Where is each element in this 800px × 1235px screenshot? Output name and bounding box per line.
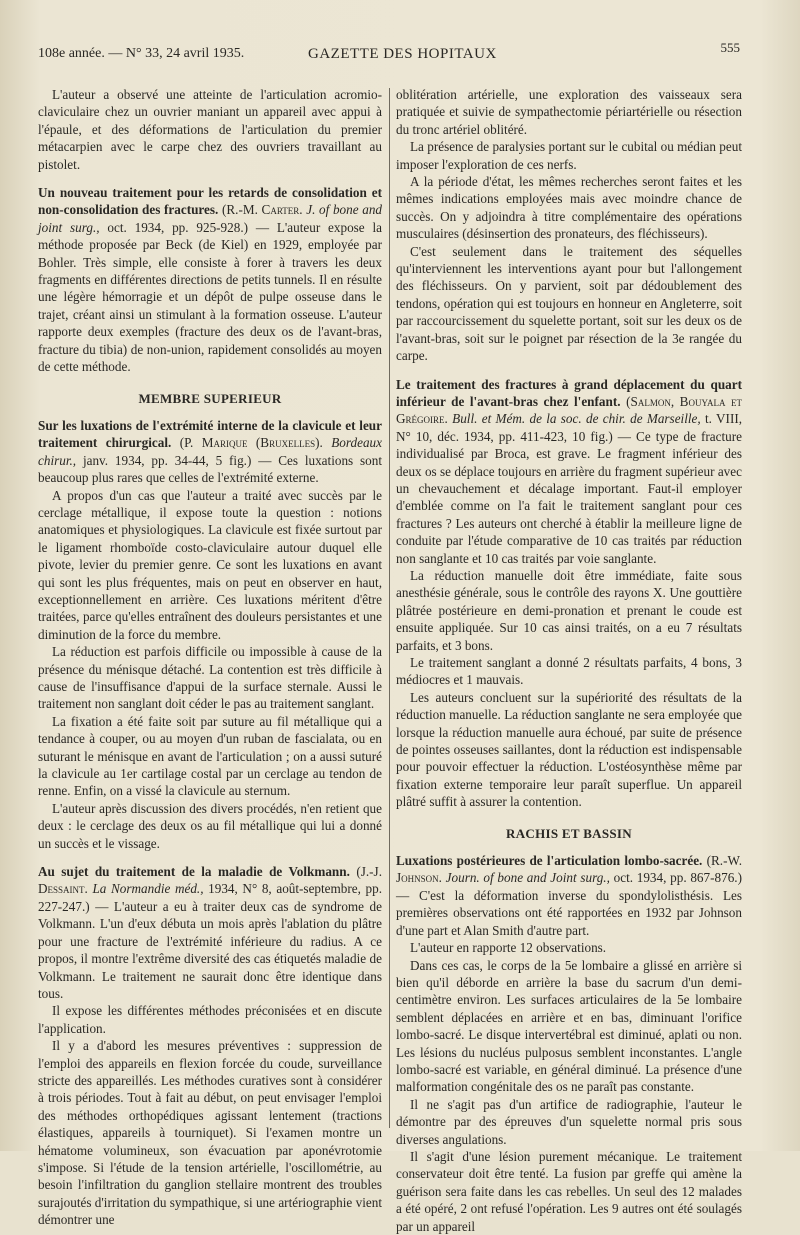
section-heading: RACHIS ET BASSIN (506, 825, 632, 841)
paragraph: Il s'agit d'une lésion purement mécanique. Le traitement conservateur doit être tenté. La fusion par greffe qui amène la guérison sera faite dans les cas rebelles. Un seul des 12 malades a été opéré, 2 ont refusé l'opération. Les 9 autres ont été soulagés par un appareil (396, 1148, 742, 1234)
paragraph: A propos d'un cas que l'auteur a traité avec succès par le cerclage métallique, il expose toute la question : notions anatomiques et physiologiques. La clavicule est fixée surtout par le ligament rhomboïde costo-claviculaire autour duquel elle pivote, levier du premier genre. Ce sont les luxations en avant qui sont les plus fréquentes, mais on peut en observer en haut, exceptionnellement en arrière. Ces luxations méritent d'être traitées, parce qu'elles entraînent des douleurs persistantes et une diminution de la force du membre. (38, 487, 382, 642)
paragraph: La réduction est parfois difficile ou impossible à cause de la présence du ménisque détaché. La contention est très difficile à cause de l'insuffisance d'appui de la surface sternale. Aussi le traitement non sanglant doit céder le pas au traitement sanglant. (38, 644, 382, 712)
article-dessaint (38, 863, 382, 1002)
paragraph: oblitération artérielle, une exploration des vaisseaux sera pratiquée et suivie de sympathectomie périartérielle ou résection du tronc artériel oblitéré. (396, 87, 742, 137)
article-author: (R.-W. Johnson. (396, 853, 742, 886)
paragraph: Il expose les différentes méthodes préconisées et en discute l'application. (38, 1003, 382, 1036)
article-salmon (396, 376, 742, 567)
paragraph: L'auteur a observé une atteinte de l'articulation acromio-claviculaire chez un ouvrier maniant un appareil avec appui à l'épaule, et des déformations de l'articulation du premier métacarpien avec le carpe chez des ouvriers travaillant au pistolet. (38, 87, 382, 172)
article-ref: oct. 1934, pp. 925-928.) (107, 219, 249, 235)
article-author: (R.-M. Carter. (221, 202, 303, 218)
article-ref: janv. 1934, pp. 34-44, 5 fig.) (82, 452, 252, 468)
article-title: Au sujet du traitement de la maladie de Volkmann. (38, 864, 350, 880)
article-marique (38, 417, 382, 487)
paragraph: L'auteur après discussion des divers procédés, n'en retient que deux : le cerclage des deux os au fil métallique qui lui a donné un succès et le vissage. (38, 800, 382, 851)
article-journal: Bull. et Mém. de la soc. de chir. de Marseille, (452, 411, 701, 427)
paragraph: A la période d'état, les mêmes recherches seront faites et les mêmes indications employées mais avec moindre chance de succès. On y adjoindra à titre complémentaire des opérations musculaires (désinsertion des pronateurs, des fléchisseurs). (396, 174, 742, 242)
left-column (38, 86, 382, 1229)
article-journal: Journ. of bone and Joint surg., (445, 870, 610, 886)
paragraph: Il y a d'abord les mesures préventives : suppression de l'emploi des appareils en flexion forcée du coude, surveillance stricte des appareillés. Les méthodes curatives sont à considérer à trois périodes. Tout à fait au début, on peut envisager l'emploi des méthodes orthopédiques agissant lentement (tractions élastiques, appareils à tourniquet). Si l'examen montre un hématome volumineux, son évacuation par aponévrotomie s'impose. Si l'étude de la tension artérielle, l'oscillométrie, au besoin l'infiltration du ganglion stellaire montrent des troubles surajoutés d'irritation du sympathique, si une artériographie vient démontrer une (38, 1038, 382, 1228)
paragraph: Le traitement sanglant a donné 2 résultats parfaits, 4 bons, 3 médiocres et 1 mauvais. (396, 655, 742, 688)
article-title: Sur les luxations de l'extrémité interne de la clavicule et leur traitement chirurgical. (38, 417, 382, 451)
article-journal: Bordeaux chirur., (38, 435, 382, 468)
article-ref: oct. 1934, pp. 867-876.) (613, 870, 742, 886)
paragraph: L'auteur en rapporte 12 observations. (410, 940, 607, 956)
article-author: (J.-J. Dessaint. (38, 864, 382, 897)
section-heading: MEMBRE SUPERIEUR (138, 390, 282, 406)
article-title: Le traitement des fractures à grand déplacement du quart inférieur de l'avant-bras chez l'enfant. (396, 376, 742, 409)
article-author: (P. Marique (Bruxelles). (179, 435, 323, 451)
paragraph: La présence de paralysies portant sur le cubital ou médian peut imposer l'exploration de ces nerfs. (396, 139, 742, 172)
article-ref: 1934, N° 8, août-septembre, pp. 227-247.) (38, 881, 383, 914)
article-journal: J. of bone and joint surg., (38, 202, 383, 235)
running-head (38, 40, 740, 66)
article-text: — Ce type de fracture individualisé par Broca, est grave. Le fragment inférieur des deux os se déplace toujours en arrière du fragment supérieur avec un chevauchement et décalage important. Faut-il employer d'emblée comme on l'a fait le traitement sanglant pour ces fractures ? Les auteurs ont cherché à établir la meilleure ligne de conduite par l'étude comparative de 10 cas traités par réduction non sanglante et 10 cas traités par voie sanglante. (396, 428, 743, 566)
issue-info: 108e année. — N° 33, 24 avril 1935. (38, 46, 245, 61)
article-text: — Ces luxations sont beaucoup plus rares que celles de l'extrémité externe. (38, 452, 382, 486)
article-journal: La Normandie méd., (92, 881, 204, 897)
article-johnson (396, 852, 742, 939)
journal-title: GAZETTE DES HOPITAUX (308, 46, 497, 62)
article-text: — L'auteur expose la méthode proposée par Beck (de Kiel) en 1929, employée par Bohler. Très simple, elle consiste à forer à travers les deux fragments en différentes directions de petits tunnels. Il en résulte une légère hémorragie et un dépôt de pulpe osseuse dans le trajet, créant ainsi un stimulant à la formation osseuse. L'auteur rapporte deux exemples (fracture des deux os de l'avant-bras, fracture du tibia) de non-union, rapidement consolidés au moyen de cette méthode. (38, 219, 382, 375)
paragraph: Dans ces cas, le corps de la 5e lombaire a glissé en arrière si bien qu'il déborde en arrière la base du sacrum d'un demi-centimètre environ. Les surfaces articulaires de la 5e lombaire semblent déplacées en arrière et en bas, diminuant l'orifice lombo-sacré. Le disque intervertébral est diminué, aplati ou non. Les lésions du nucléus pulposus semblent inconstantes. L'angle lombo-sacré est variable, en général diminué. La présence d'une malformation congénitale des os ne paraît pas constante. (396, 957, 742, 1095)
article-text: — C'est la déformation inverse du spondylolisthésis. Les premières observations ont été rapportées en 1932 par Johnson d'une part et Alan Smith d'autre part. (396, 887, 742, 938)
right-column (396, 86, 742, 1235)
column-rule (389, 88, 390, 1128)
article-text: — L'auteur a eu à traiter deux cas de syndrome de Volkmann. L'un d'eux débuta un mois après l'ablation du plâtre pour une fracture de l'extrémité inférieure du radius. A ce propos, il montre l'extrême diversité des cas étiquetés maladie de Volkmann. Le traitement ne saurait donc être identique dans tous. (38, 898, 382, 1001)
paragraph: La réduction manuelle doit être immédiate, faite sous anesthésie générale, sous le contrôle des rayons X. Une gouttière plâtrée postérieure en demi-pronation et prenant le coude est ensuite appliquée. Sur 10 cas ainsi traités, on a eu 7 résultats parfaits, et 3 bons. (396, 567, 742, 653)
paragraph: La fixation a été faite soit par suture au fil métallique qui a tendance à couper, ou au moyen d'un ruban de fascialata, ou en suturant le ménisque en avant de l'articulation ; on a aussi suturé la clavicule au 1er cartilage costal par un cerclage au tendon de renne. Enfin, on a vissé la clavicule au sternum. (38, 713, 382, 799)
article-title: Luxations postérieures de l'articulation lombo-sacrée. (396, 853, 703, 869)
article-title: Un nouveau traitement pour les retards de consolidation et non-consolidation des fractures. (38, 185, 382, 218)
article-ref: t. VIII, N° 10, déc. 1934, pp. 411-423, 10 fig.) (396, 411, 743, 444)
paragraph: Les auteurs concluent sur la supériorité des résultats de la réduction manuelle. La réduction sanglante ne sera employée que lorsque la réduction manuelle aura échoué, par suite de présence de pointes osseuses saillantes, dont la réduction est indispensable pour pouvoir effectuer la réduction. L'ostéosynthèse même par fixation externe temporaire leur paraît superflue. Un appareil plâtré suffit à assurer la contention. (396, 689, 742, 810)
article-author: (Salmon, Bouyala et Grégoire. (396, 393, 743, 427)
paragraph: Il ne s'agit pas d'un artifice de radiographie, l'auteur le démontre par des épreuves d'un squelette normal pris sous diverses angulations. (396, 1096, 742, 1147)
article-carter (38, 184, 382, 375)
page-number: 555 (720, 40, 740, 55)
paragraph: C'est seulement dans le traitement des séquelles qu'interviennent les interventions ayant pour but l'allongement des fléchisseurs. On y parvient, soit par dédoublement des tendons, opération qui est toujours en honneur en Angleterre, soit par raccourcissement du squelette portant, soit sur les deux os de l'avant-bras, soit sur le poignet par résection de la 3e rangée du carpe. (396, 243, 742, 364)
